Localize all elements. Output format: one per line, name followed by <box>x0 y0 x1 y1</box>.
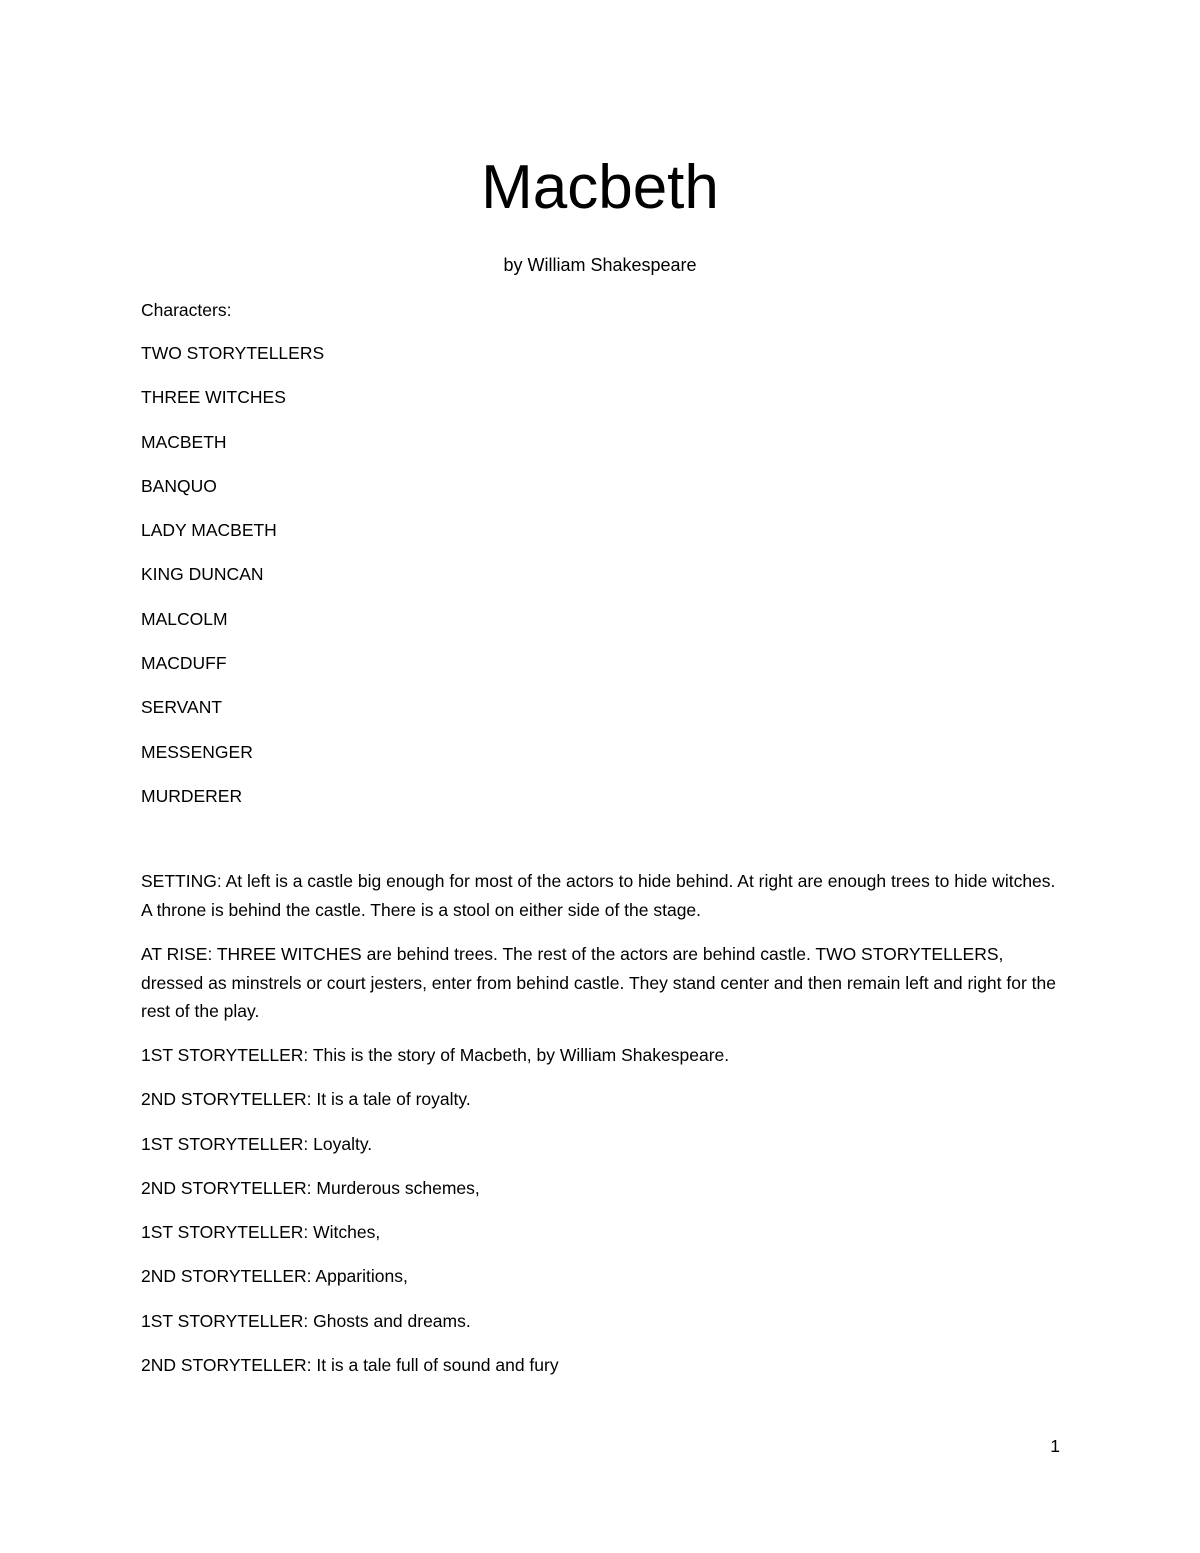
character-item: MACDUFF <box>141 653 227 674</box>
character-item: MURDERER <box>141 785 243 806</box>
dialogue-line: 1ST STORYTELLER: Loyalty. <box>141 1133 373 1154</box>
dialogue-line: 1ST STORYTELLER: This is the story of Macbeth, by William Shakespeare. <box>141 1045 730 1065</box>
character-item: LADY MACBETH <box>141 520 277 541</box>
dialogue-line: 2ND STORYTELLER: Apparitions, <box>141 1266 408 1287</box>
character-item: MALCOLM <box>141 608 228 629</box>
document-author: by William Shakespeare <box>503 255 697 275</box>
character-item: THREE WITCHES <box>141 387 286 408</box>
character-item: SERVANT <box>141 697 223 718</box>
character-item: MACBETH <box>141 431 227 452</box>
characters-heading: Characters: <box>141 300 232 320</box>
at-rise-paragraph: AT RISE: THREE WITCHES are behind trees. The rest of the actors are behind castle. TWO STORYTELLERS, dressed as minstrels or court jesters, enter from behind castle. They stand center and then remain left and right for the rest of the play. <box>141 944 1056 1021</box>
document-title: Macbeth <box>481 153 719 222</box>
dialogue-line: 2ND STORYTELLER: It is a tale full of sound and fury <box>141 1355 559 1376</box>
dialogue-line: 1ST STORYTELLER: Ghosts and dreams. <box>141 1310 471 1331</box>
character-item: KING DUNCAN <box>141 564 264 585</box>
dialogue-line: 2ND STORYTELLER: Murderous schemes, <box>141 1177 480 1198</box>
character-item: TWO STORYTELLERS <box>141 343 325 363</box>
dialogue-line: 1ST STORYTELLER: Witches, <box>141 1222 381 1243</box>
dialogue-list <box>141 1041 1061 1395</box>
character-item: MESSENGER <box>141 741 253 762</box>
character-list <box>141 340 324 827</box>
dialogue-line: 2ND STORYTELLER: It is a tale of royalty. <box>141 1089 471 1110</box>
character-item: BANQUO <box>141 475 217 496</box>
setting-paragraph: SETTING: At left is a castle big enough for most of the actors to hide behind. At right are enough trees to hide witches. A throne is behind the castle. There is a stool on either side of the stage. <box>141 871 1056 920</box>
page-number: 1 <box>1050 1436 1060 1456</box>
